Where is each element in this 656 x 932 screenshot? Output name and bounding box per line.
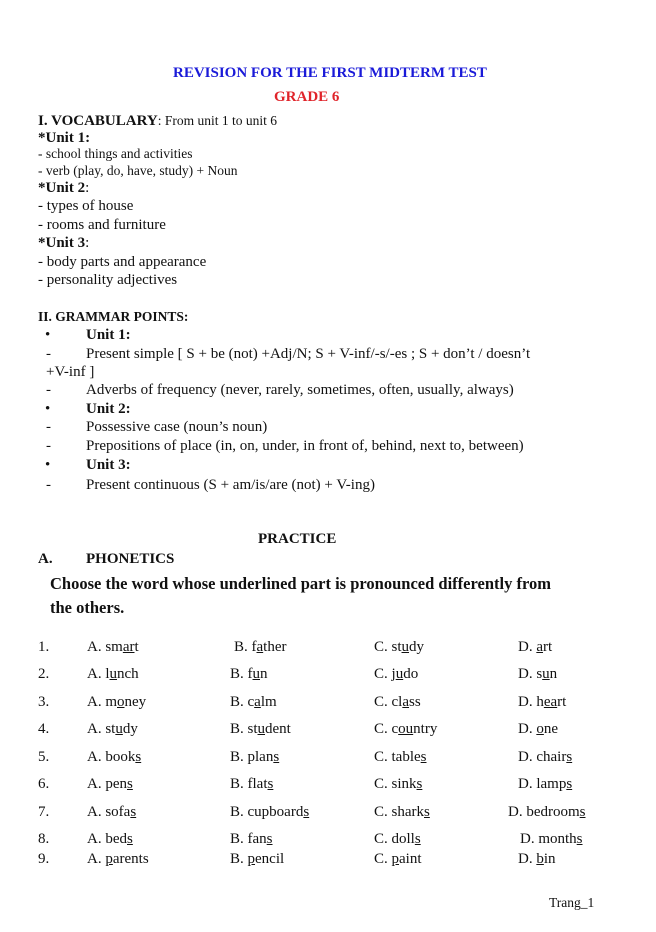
underlined-part: u <box>109 666 117 682</box>
dash: - <box>46 382 51 398</box>
grammar-line: Adverbs of frequency (never, rarely, sometimes, often, usually, always) <box>86 382 514 398</box>
vocab-item: - types of house <box>38 198 134 214</box>
question-number: 2. <box>38 666 50 682</box>
grammar-unit3: Unit 3: <box>86 457 131 473</box>
option-d: D. lamps <box>518 776 573 792</box>
option-d: D. art <box>518 639 553 655</box>
underlined-part: a <box>536 639 544 655</box>
underlined-part: s <box>579 804 586 820</box>
underlined-part: u <box>257 721 266 737</box>
option-d: D. one <box>518 721 559 737</box>
underlined-part: u <box>115 721 123 737</box>
question-number: 5. <box>38 749 50 765</box>
underlined-part: s <box>127 776 133 792</box>
document-title: REVISION FOR THE FIRST MIDTERM TEST <box>173 65 487 81</box>
underlined-part: s <box>266 831 273 847</box>
option-c: C. country <box>374 721 438 737</box>
option-c: C. class <box>374 694 421 710</box>
underlined-part: ou <box>398 721 414 737</box>
grade-label: GRADE 6 <box>274 89 340 105</box>
option-d: D. bin <box>518 851 556 867</box>
grammar-line: Prepositions of place (in, on, under, in front of, behind, next to, between) <box>86 438 524 454</box>
dash: - <box>46 346 51 362</box>
grammar-line: Present continuous (S + am/is/are (not) + V-ing) <box>86 477 375 493</box>
underlined-part: a <box>256 639 264 655</box>
underlined-part: s <box>135 749 142 765</box>
vocabulary-heading: I. VOCABULARY: From unit 1 to unit 6 <box>38 113 278 129</box>
underlined-part: ar <box>122 639 135 655</box>
unit1-label: *Unit 1: <box>38 130 91 146</box>
option-d: D. sun <box>518 666 558 682</box>
section-letter: A. <box>38 551 53 567</box>
underlined-part: a <box>254 694 261 710</box>
underlined-part: s <box>414 831 421 847</box>
underlined-part: p <box>105 851 113 867</box>
unit3-label: *Unit 3: <box>38 235 90 251</box>
grammar-line: +V-inf ] <box>46 364 95 380</box>
option-d: D. heart <box>518 694 567 710</box>
option-b: B. cupboards <box>230 804 310 820</box>
option-c: C. judo <box>374 666 419 682</box>
dash: - <box>46 419 51 435</box>
vocab-item: - personality adjectives <box>38 272 178 288</box>
practice-heading: PRACTICE <box>258 531 337 547</box>
underlined-part: u <box>401 639 410 655</box>
bullet: • <box>45 401 51 417</box>
option-d: D. bedrooms <box>508 804 586 820</box>
underlined-part: s <box>303 804 310 820</box>
underlined-part: ea <box>543 694 558 710</box>
vocab-item: - body parts and appearance <box>38 254 207 270</box>
question-number: 3. <box>38 694 50 710</box>
question-number: 9. <box>38 851 50 867</box>
grammar-line: Present simple [ S + be (not) +Adj/N; S + V-inf/-s/-es ; S + don’t / doesn’t <box>86 346 531 362</box>
question-number: 4. <box>38 721 50 737</box>
underlined-part: a <box>402 694 410 710</box>
option-c: C. tables <box>374 749 427 765</box>
underlined-part: s <box>420 749 427 765</box>
option-a: A. pens <box>87 776 133 792</box>
underlined-part: o <box>117 694 125 710</box>
instruction: the others. <box>50 598 125 617</box>
option-a: A. parents <box>87 851 149 867</box>
page-number: Trang_1 <box>549 895 595 910</box>
option-b: B. pencil <box>230 851 285 867</box>
grammar-unit2: Unit 2: <box>86 401 131 417</box>
option-b: B. father <box>234 639 287 655</box>
underlined-part: u <box>252 666 260 682</box>
vocab-item: - verb (play, do, have, study) + Noun <box>38 163 238 178</box>
question-number: 8. <box>38 831 50 847</box>
bullet: • <box>45 457 51 473</box>
option-b: B. plans <box>230 749 280 765</box>
question-number: 1. <box>38 639 50 655</box>
underlined-part: s <box>566 776 573 792</box>
dash: - <box>46 438 51 454</box>
underlined-part: s <box>273 749 280 765</box>
underlined-part: u <box>542 666 550 682</box>
option-a: A. lunch <box>87 666 139 682</box>
underlined-part: b <box>536 851 544 867</box>
bullet: • <box>45 327 51 343</box>
option-b: B. fun <box>230 666 268 682</box>
option-c: C. paint <box>374 851 422 867</box>
underlined-part: p <box>391 851 400 867</box>
instruction: Choose the word whose underlined part is pronounced differently from <box>50 574 551 593</box>
underlined-part: s <box>566 749 573 765</box>
option-a: A. books <box>87 749 142 765</box>
underlined-part: s <box>127 831 133 847</box>
grammar-unit1: Unit 1: <box>86 327 131 343</box>
grammar-line: Possessive case (noun’s noun) <box>86 419 268 435</box>
option-c: C. sinks <box>374 776 423 792</box>
question-number: 6. <box>38 776 50 792</box>
unit2-label: *Unit 2: <box>38 180 90 196</box>
option-a: A. study <box>87 721 138 737</box>
option-d: D. chairs <box>518 749 573 765</box>
option-a: A. smart <box>87 639 139 655</box>
underlined-part: s <box>130 804 137 820</box>
option-a: A. sofas <box>87 804 137 820</box>
vocab-item: - school things and activities <box>38 146 193 161</box>
section-title: PHONETICS <box>86 551 175 567</box>
option-c: C. dolls <box>374 831 421 847</box>
underlined-part: p <box>247 851 256 867</box>
underlined-part: o <box>536 721 544 737</box>
underlined-part: s <box>424 804 430 820</box>
underlined-part: u <box>395 666 404 682</box>
option-a: A. beds <box>87 831 133 847</box>
option-b: B. student <box>230 721 291 737</box>
dash: - <box>46 477 51 493</box>
option-b: B. calm <box>230 694 277 710</box>
underlined-part: s <box>267 776 274 792</box>
option-d: D. months <box>520 831 583 847</box>
grammar-heading: II. GRAMMAR POINTS: <box>38 309 189 324</box>
option-b: B. flats <box>230 776 274 792</box>
underlined-part: s <box>416 776 423 792</box>
question-number: 7. <box>38 804 50 820</box>
underlined-part: s <box>576 831 583 847</box>
vocab-item: - rooms and furniture <box>38 217 166 233</box>
option-c: C. study <box>374 639 425 655</box>
option-c: C. sharks <box>374 804 430 820</box>
option-b: B. fans <box>230 831 273 847</box>
option-a: A. money <box>87 694 147 710</box>
